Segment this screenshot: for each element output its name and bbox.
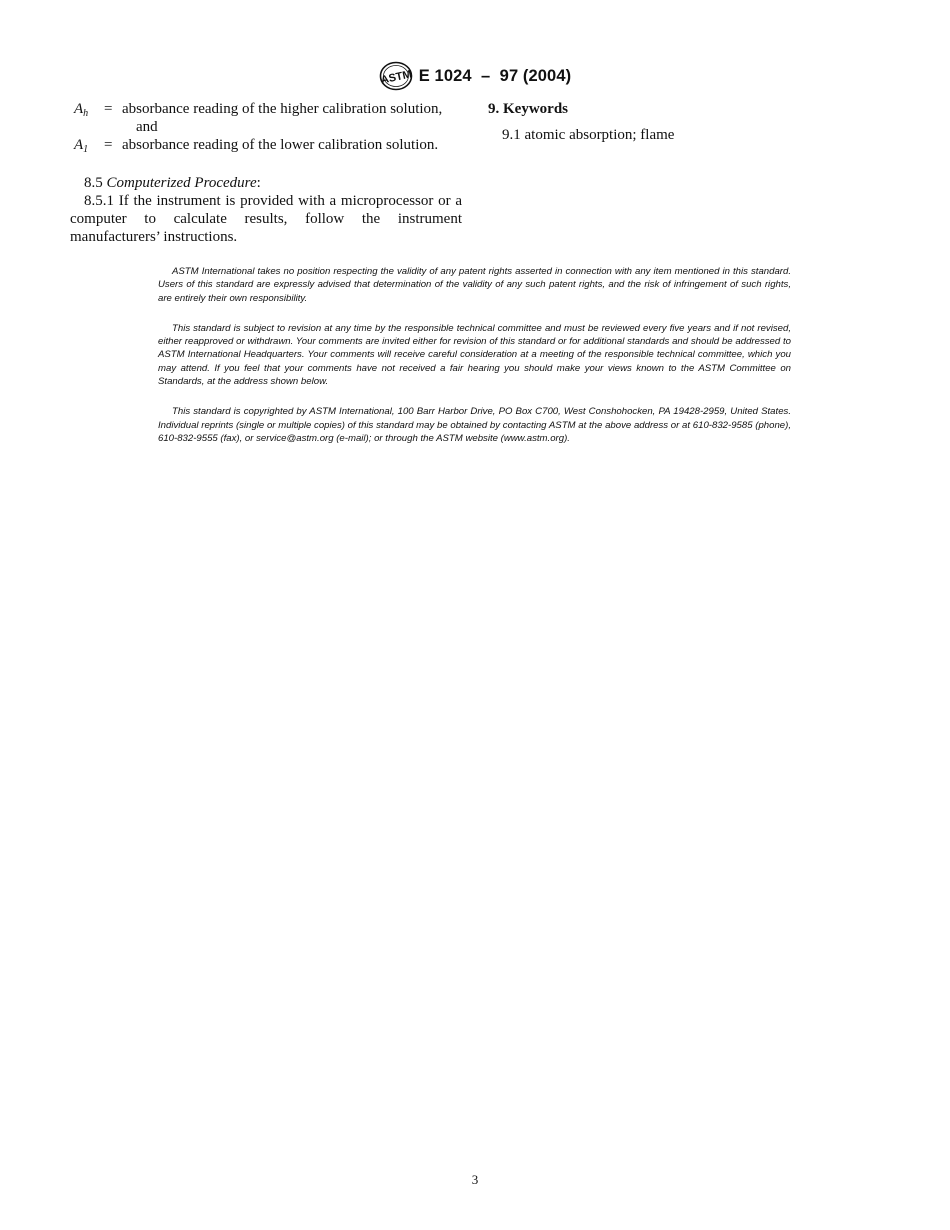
copyright-notice: This standard is copyrighted by ASTM International, 100 Barr Harbor Drive, PO Box C700, West Conshohocken, PA 19428-2959, United States. Individual reprints (single or multiple copies) of this standard may be obtained by contacting ASTM at the above address or at 610-832-9585 (phone), 610-832-9555 (fax), or service@astm.org (e-mail); or through the ASTM website (www.astm.org). — [158, 406, 791, 444]
svg-text:ASTM: ASTM — [379, 68, 413, 87]
symbol-ah: $A_h$ — [74, 101, 89, 119]
right-column — [488, 100, 880, 144]
legal-notices — [158, 265, 791, 462]
patent-notice: ASTM International takes no position respecting the validity of any patent rights asserted in connection with any item mentioned in this standard. Users of this standard are expressly advised that determination of the validity of any such patent rights, and the risk of infringement of such rights, are entirely their own responsibility. — [158, 266, 791, 304]
paragraph-8-5-1: 8.5.1 If the instrument is provided with a microprocessor or a computer to calculate results, follow the instrument manufacturers’ instructions. — [70, 193, 462, 245]
standard-designation: E 1024 – 97 (2004) — [418, 66, 572, 85]
paragraph-8-5: 8.5 Computerized Procedure: — [84, 175, 261, 191]
section-heading-keywords: 9. Keywords — [488, 101, 568, 117]
page-header — [0, 61, 950, 91]
symbol-a1: $A_1$ — [74, 137, 89, 155]
paragraph-8-5-title: Computerized Procedure — [106, 175, 257, 191]
definition-text-ah: absorbance reading of the higher calibration solution, and — [122, 101, 443, 135]
page-number: 3 — [471, 1172, 479, 1187]
definition-row-a1 — [70, 136, 462, 154]
equals-sign: = — [104, 101, 113, 117]
revision-notice: This standard is subject to revision at any time by the responsible technical committee and must be reviewed every five years and if not revised, either reapproved or withdrawn. Your comments are invited either for revision of this standard or for additional standards and should be addressed to ASTM International Headquarters. Your comments will receive careful consideration at a meeting of the responsible technical committee, which you may attend. If you feel that your comments have not received a fair hearing you should make your views known to the ASTM Committee on Standards, at the address shown below. — [158, 322, 791, 388]
paragraph-9-1: 9.1 atomic absorption; flame — [502, 127, 675, 143]
definition-row-ah — [70, 100, 462, 136]
equals-sign: = — [104, 137, 113, 153]
left-column — [70, 100, 462, 246]
astm-logo-icon — [379, 61, 413, 91]
definition-text-a1: absorbance reading of the lower calibration solution. — [122, 137, 439, 153]
